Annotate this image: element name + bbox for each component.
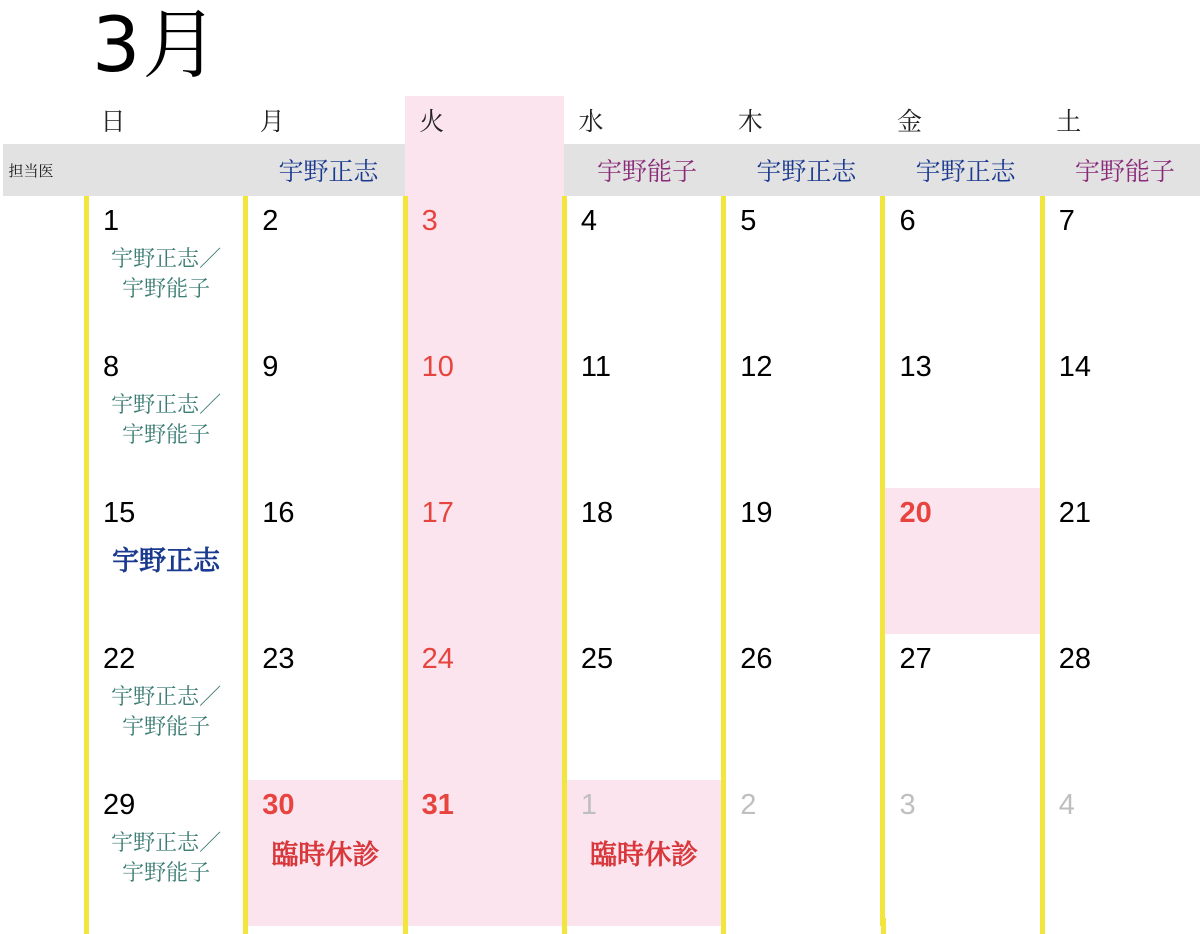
day-cell[interactable] bbox=[246, 780, 405, 926]
day-cell[interactable] bbox=[1042, 634, 1200, 780]
doctor-note: 宇野正志／ 宇野能子 bbox=[111, 246, 222, 301]
weekday-tuesday: 火 bbox=[405, 96, 564, 144]
day-number: 11 bbox=[580, 351, 611, 383]
weekday-sunday: 日 bbox=[100, 108, 126, 136]
row-spacer bbox=[3, 196, 87, 342]
day-number: 28 bbox=[1058, 643, 1092, 675]
closed-notice: 臨時休診 bbox=[271, 840, 380, 870]
day-cell[interactable] bbox=[405, 634, 564, 780]
day-number: 23 bbox=[262, 643, 295, 675]
weekday-friday: 金 bbox=[896, 108, 922, 136]
week-row bbox=[3, 780, 1200, 926]
day-cell[interactable] bbox=[883, 634, 1042, 780]
day-cell[interactable] bbox=[724, 634, 883, 780]
day-number: 29 bbox=[103, 789, 136, 821]
doctor-wednesday: 宇野能子 bbox=[564, 144, 723, 196]
day-number: 3 bbox=[421, 205, 438, 237]
day-cell[interactable] bbox=[87, 780, 246, 926]
row-spacer bbox=[3, 634, 87, 780]
doctor-thursday: 宇野正志 bbox=[724, 144, 883, 196]
day-cell[interactable] bbox=[724, 342, 883, 488]
day-cell[interactable] bbox=[564, 342, 723, 488]
closed-notice: 臨時休診 bbox=[590, 840, 699, 870]
day-number: 21 bbox=[1058, 497, 1092, 529]
day-number: 9 bbox=[262, 351, 279, 383]
weekday-saturday: 土 bbox=[1056, 108, 1082, 136]
day-cell[interactable] bbox=[246, 634, 405, 780]
day-number: 12 bbox=[740, 351, 773, 383]
bottom-divider-bars bbox=[0, 918, 1200, 934]
day-cell[interactable] bbox=[1042, 342, 1200, 488]
doctor-tuesday bbox=[405, 144, 564, 196]
row-spacer bbox=[3, 342, 87, 488]
doctor-note: 宇野正志／ 宇野能子 bbox=[111, 684, 222, 739]
day-number: 24 bbox=[421, 643, 454, 675]
day-cell[interactable] bbox=[724, 780, 883, 926]
doctor-sunday bbox=[87, 144, 246, 196]
weekday-header-spacer bbox=[3, 96, 87, 144]
day-cell[interactable] bbox=[87, 342, 246, 488]
day-number: 5 bbox=[740, 205, 757, 237]
doctor-note: 宇野正志／ 宇野能子 bbox=[111, 830, 222, 885]
day-cell[interactable] bbox=[87, 634, 246, 780]
day-number: 4 bbox=[580, 205, 598, 237]
day-cell[interactable] bbox=[564, 634, 723, 780]
day-cell[interactable] bbox=[405, 488, 564, 634]
day-cell[interactable] bbox=[87, 488, 246, 634]
day-cell[interactable] bbox=[1042, 196, 1200, 342]
day-number: 2 bbox=[740, 789, 757, 821]
week-row bbox=[3, 342, 1200, 488]
day-number: 26 bbox=[740, 643, 773, 675]
page-title: 3月 bbox=[92, 0, 221, 89]
doctor-note: 宇野正志 bbox=[112, 546, 221, 576]
doctor-in-charge-label: 担当医 bbox=[3, 144, 87, 196]
day-number: 27 bbox=[899, 643, 932, 675]
doctor-in-charge-row bbox=[3, 144, 1200, 196]
day-number: 2 bbox=[262, 205, 279, 237]
day-cell[interactable] bbox=[1042, 488, 1200, 634]
day-number: 14 bbox=[1058, 351, 1092, 383]
weekday-header-row bbox=[3, 96, 1200, 144]
day-number: 13 bbox=[899, 351, 932, 383]
day-cell[interactable] bbox=[1042, 780, 1200, 926]
day-number: 17 bbox=[421, 497, 454, 529]
day-number: 4 bbox=[1058, 789, 1075, 821]
day-number: 19 bbox=[740, 497, 773, 529]
day-cell[interactable] bbox=[564, 196, 723, 342]
day-cell[interactable] bbox=[724, 488, 883, 634]
doctor-saturday: 宇野能子 bbox=[1042, 144, 1200, 196]
day-cell[interactable] bbox=[564, 780, 723, 926]
day-cell[interactable] bbox=[883, 488, 1042, 634]
day-number: 6 bbox=[899, 205, 916, 237]
day-number: 30 bbox=[262, 789, 295, 821]
day-number: 31 bbox=[421, 789, 454, 821]
row-spacer bbox=[3, 780, 87, 926]
day-number: 8 bbox=[103, 351, 120, 383]
day-number: 10 bbox=[421, 351, 454, 383]
day-cell[interactable] bbox=[883, 342, 1042, 488]
day-cell[interactable] bbox=[883, 196, 1042, 342]
day-cell[interactable] bbox=[724, 196, 883, 342]
calendar-table bbox=[0, 96, 1200, 926]
day-cell[interactable] bbox=[246, 342, 405, 488]
day-cell[interactable] bbox=[405, 342, 564, 488]
day-number: 15 bbox=[103, 497, 136, 529]
week-row bbox=[3, 196, 1200, 342]
day-number: 20 bbox=[899, 497, 932, 529]
day-cell[interactable] bbox=[246, 196, 405, 342]
day-number: 1 bbox=[103, 205, 120, 237]
row-spacer bbox=[3, 488, 87, 634]
day-number: 22 bbox=[103, 643, 136, 675]
day-number: 16 bbox=[262, 497, 295, 529]
weekday-monday: 月 bbox=[259, 108, 285, 136]
week-row bbox=[3, 634, 1200, 780]
day-cell[interactable] bbox=[564, 488, 723, 634]
day-cell[interactable] bbox=[883, 780, 1042, 926]
doctor-friday: 宇野正志 bbox=[883, 144, 1042, 196]
doctor-note: 宇野正志／ 宇野能子 bbox=[111, 392, 222, 447]
day-cell[interactable] bbox=[405, 780, 564, 926]
day-number: 3 bbox=[899, 789, 916, 821]
day-cell[interactable] bbox=[246, 488, 405, 634]
week-row bbox=[3, 488, 1200, 634]
weekday-thursday: 木 bbox=[737, 108, 763, 136]
doctor-monday: 宇野正志 bbox=[246, 144, 405, 196]
day-number: 18 bbox=[580, 497, 614, 529]
weekday-wednesday: 水 bbox=[578, 108, 604, 136]
day-cell[interactable] bbox=[405, 196, 564, 342]
day-cell[interactable] bbox=[87, 196, 246, 342]
day-number: 7 bbox=[1058, 205, 1075, 237]
day-number: 1 bbox=[580, 789, 598, 821]
day-number: 25 bbox=[580, 643, 614, 675]
